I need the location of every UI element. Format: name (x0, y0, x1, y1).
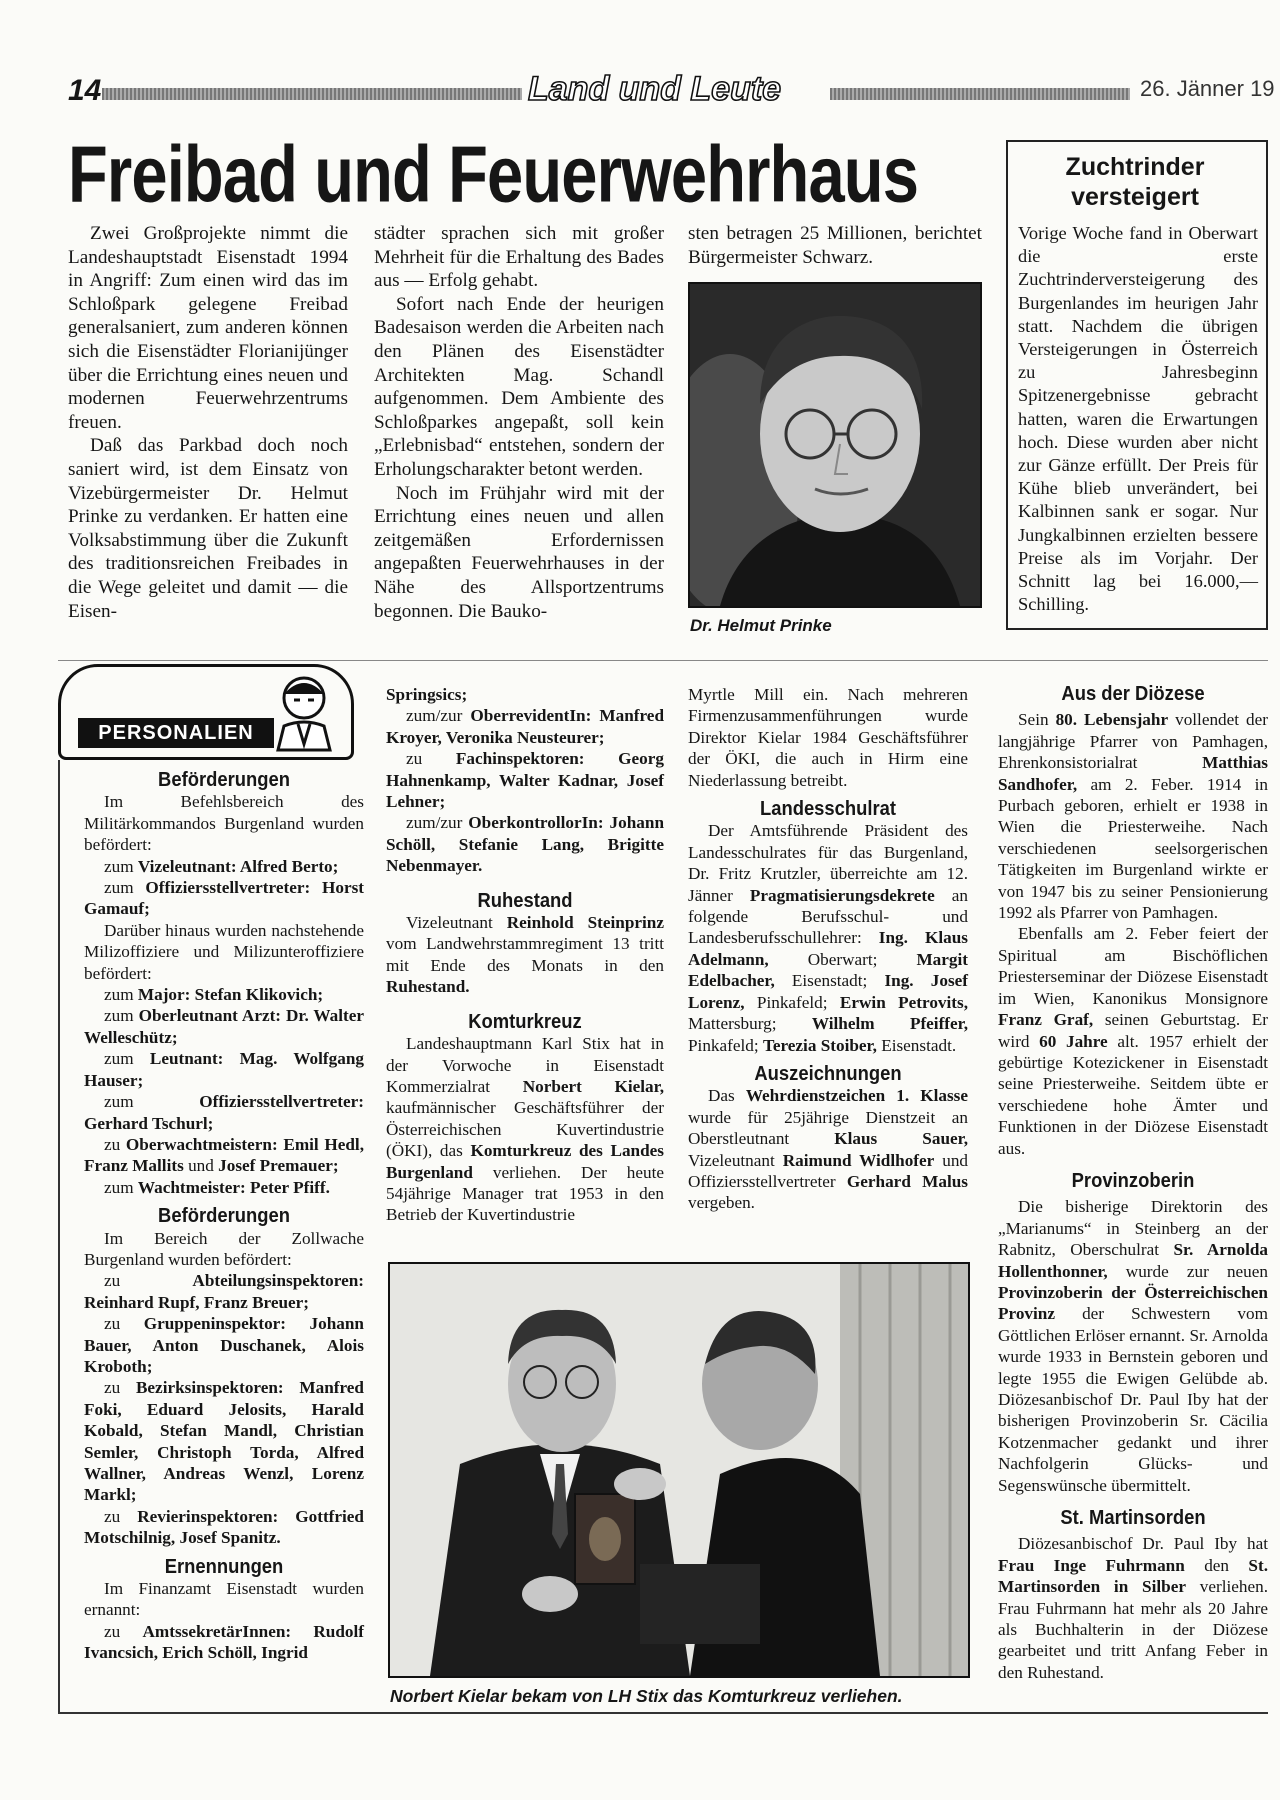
article-column-3 (688, 222, 982, 269)
section-heading: Aus der Diözese (1061, 683, 1205, 705)
section-heading: Auszeichnungen (754, 1062, 902, 1085)
header-rule-right (830, 88, 1130, 100)
paragraph: Das Wehrdienstzeichen 1. Klasse wurde für 25jährige Dienstzeit an Oberstleutnant Klaus Sauer, Vizeleutnant Raimund Widlhofer und Offiziersstellvertreter Gerhard Malus vergeben. (688, 1086, 969, 1213)
photo-caption: Dr. Helmut Prinke (690, 616, 832, 635)
section-divider (58, 660, 1268, 661)
paragraph: Landeshauptmann Karl Stix hat in der Vorwoche in Eisenstadt Kommerzialrat Norbert Kielar, kaufmännischer Geschäftsführer der Österreichischen Kuvertindustrie (ÖKI), das Komturkreuz des Landes Burgenland verliehen. Der heute 54jährige Manager trat 1953 in den Betrieb der Kuvertindustrie (386, 1034, 664, 1225)
list-item: zu Bezirksinspektoren: Manfred Foki, Eduard Jelosits, Harald Kobald, Stefan Mandl, Christian Semler, Christoph Torda, Alfred Wallner, Andreas Wenzl, Lorenz Markl; (84, 1378, 364, 1505)
section-heading: Provinzoberin (1071, 1169, 1195, 1192)
brand-logo: Land und Leute (528, 70, 782, 108)
paragraph: Diözesanbischof Dr. Paul Iby hat Frau Inge Fuhrmann den St. Martinsorden in Silber verliehen. Frau Fuhrmann hat mehr als 20 Jahre als Buchhalterin in der Diözese gearbeitet und tritt Anfang Feber in den Ruhestand. (998, 1534, 1268, 1682)
list-item: zu Revierinspektoren: Gottfried Motschilnig, Josef Spanitz. (84, 1506, 364, 1548)
section-heading: Beförderungen (158, 769, 290, 791)
paragraph: Sofort nach Ende der heurigen Badesaison werden die Arbeiten nach den Plänen des Eisenstädter Architekten Mag. Schandl aufgenommen. Dem Ambiente des Schloßparkes angepaßt, soll kein „Erlebnisbad“ entstehen, sondern der Erholungscharakter betont werden. (374, 293, 664, 480)
paragraph: Im Bereich der Zollwache Burgenland wurden befördert: (84, 1228, 364, 1269)
column-d (998, 684, 1268, 1683)
section-heading: Landesschulrat (759, 798, 896, 821)
frame-left (58, 760, 60, 1714)
section-heading: Komturkreuz (468, 1010, 582, 1033)
list-item: zum Vizeleutnant: Alfred Berto; (104, 856, 339, 876)
paragraph: Daß das Parkbad doch noch saniert wird, ist dem Einsatz von Vizebürgermeister Dr. Helmut Prinke zu verdanken. Er hatten eine Volksabstimmung über die Zukunft des traditionsreichen Freibades in die Wege geleitet und damit — die Eisen- (68, 435, 348, 622)
award-photo (388, 1262, 970, 1678)
list-item: zum Leutnant: Mag. Wolfgang Hauser; (84, 1049, 364, 1090)
column-c (688, 684, 968, 1214)
sidebar-text (1018, 222, 1258, 616)
article-column-1 (68, 222, 348, 623)
list-item: zu Fachinspektoren: Georg Hahnenkamp, Walter Kadnar, Josef Lehner; (386, 749, 664, 812)
personalien-banner: PERSONALIEN (78, 718, 274, 748)
list-item: zu Oberwachtmeistern: Emil Hedl, Franz Mallits und Josef Premauer; (84, 1134, 364, 1176)
frame-bottom (58, 1712, 1268, 1714)
paragraph: sten betragen 25 Millionen, berichtet Bürgermeister Schwarz. (688, 223, 982, 268)
paragraph: Ebenfalls am 2. Feber feiert der Spiritual am Bischöflichen Priesterseminar der Diözese Eisenstadt im Wien, Kanonikus Monsignore Franz Graf, seinen Geburtstag. Er wird 60 Jahre alt. 1957 erhielt der gebürtige Kotezickener in Eisenstadt seine Priesterweihe. Seitdem übte er verschiedene hohe Ämter und Funktionen in der Diözese Eisenstadt aus. (998, 924, 1268, 1158)
header-rule-left (102, 88, 522, 100)
person-icon (270, 672, 338, 752)
list-item: zum Offiziersstellvertreter: Gerhard Tschurl; (84, 1092, 364, 1133)
section-heading: St. Martinsorden (1060, 1507, 1206, 1530)
list-item: zum Wachtmeister: Peter Pfiff. (104, 1177, 330, 1197)
award-illustration (390, 1264, 968, 1676)
section-heading: Ruhestand (477, 889, 573, 912)
list-item: zum/zur OberkontrollorIn: Johann Schöll, Stefanie Lang, Brigitte Nebenmayer. (386, 813, 664, 876)
column-b (386, 684, 664, 1226)
paragraph: städter sprachen sich mit großer Mehrheit für die Erhaltung des Bades aus — Erfolg gehabt. (374, 223, 664, 292)
paragraph: Im Befehlsbereich des Militärkommandos Burgenland wurden befördert: (84, 792, 364, 855)
list-item: zum Offiziersstellvertreter: Horst Gamauf; (84, 878, 365, 919)
paragraph: Im Finanzamt Eisenstadt wurden ernannt: (84, 1579, 364, 1620)
list-item: zu Abteilungsinspektoren: Reinhard Rupf, Franz Breuer; (84, 1271, 364, 1312)
paragraph: Zwei Großprojekte nimmt die Landeshauptstadt Eisenstadt 1994 in Angriff: Zum einen wird das im Schloßpark gelegene Freibad generalsaniert, zum anderen können sich die Eisenstädter Florianijünger über die Errichtung eines neuen und modernen Feuerwehrzentrums freuen. (68, 223, 348, 433)
article-column-2 (374, 222, 664, 623)
paragraph: Der Amtsführende Präsident des Landesschulrates für das Burgenland, Dr. Fritz Krutzler, überreichte am 12. Jänner Pragmatisierungsdekrete an folgende Berufsschul- und Landesberufsschullehrer: Ing. Klaus Adelmann, Oberwart; Margit Edelbacher, Eisenstadt; Ing. Josef Lorenz, Pinkafeld; Erwin Petrovits, Mattersburg; Wilhelm Pfeiffer, Pinkafeld; Terezia Stoiber, Eisenstadt. (688, 821, 968, 1055)
paragraph: Darüber hinaus wurden nachstehende Milizoffiziere und Milizunteroffiziere befördert: (84, 920, 364, 983)
list-item: zum Major: Stefan Klikovich; (104, 985, 324, 1005)
paragraph: Myrtle Mill ein. Nach mehreren Firmenzusammenführungen wurde Direktor Kielar 1984 Geschäftsführer der ÖKI, die auch in Hirm eine Niederlassung betreibt. (688, 685, 968, 790)
photo-caption: Norbert Kielar bekam von LH Stix das Komturkreuz verliehen. (390, 1686, 903, 1706)
list-item: zum Oberleutnant Arzt: Dr. Walter Welleschütz; (84, 1006, 365, 1047)
paragraph: Die bisherige Direktorin des „Marianums“ in Steinberg an der Rabnitz, Oberschulrat Sr. Arnolda Hollenthonner, wurde zur neuen Provinzoberin der Österreichischen Provinz der Schwestern vom Göttlichen Erlöser ernannt. Sr. Arnolda wurde 1933 in Bernstein geboren und legte 1955 die Ewigen Gelübde ab. Diözesanbischof Dr. Paul Iby hat der bisherigen Provinzoberin Sr. Cäcilia Kotzenmacher gedankt und ihrer Nachfolgerin Glücks- und Segenswünsche übermittelt. (998, 1197, 1268, 1495)
list-item: Springsics; (386, 685, 468, 704)
list-item: zu AmtssekretärInnen: Rudolf Ivancsich, Erich Schöll, Ingrid (84, 1621, 364, 1663)
list-item: zum/zur OberrevidentIn: Manfred Kroyer, Veronika Neusteurer; (386, 706, 664, 747)
section-heading: Ernennungen (164, 1555, 284, 1578)
paragraph: Sein 80. Lebensjahr vollendet der langjährige Pfarrer von Pamhagen, Ehrenkonsistorialrat Matthias Sandhofer, am 2. Feber. 1914 in Purbach geboren, erhielt er 1938 in Wien die Priesterweihe. Nach verschiedenen seelsorgerischen Tätigkeiten im Burgenland wirkte er von 1947 bis zu seiner Pensionierung 1992 als Pfarrer von Pamhagen. (998, 710, 1268, 923)
portrait-photo (688, 282, 982, 608)
paragraph: Noch im Frühjahr wird mit der Errichtung eines neuen und allen zeitgemäßen Erfordernissen angepaßten Feuerwehrhauses in der Nähe des Allsportzentrums begonnen. Die Bauko- (374, 482, 664, 622)
section-heading: Beförderungen (158, 1205, 290, 1228)
list-item: zu Gruppeninspektor: Johann Bauer, Anton Duschanek, Alois Kroboth; (84, 1314, 364, 1376)
headline: Freibad und Feuerwehrhaus (68, 129, 919, 219)
portrait-illustration (690, 284, 980, 606)
sidebar-title: Zuchtrinder versteigert (1065, 153, 1205, 211)
issue-date: 26. Jänner 19 (1140, 76, 1275, 101)
paragraph: Vorige Woche fand in Oberwart die erste Zuchtrinderversteigerung des Burgenlandes im heurigen Jahr statt. Nachdem die übrigen Versteigerungen in Österreich zu Jahresbeginn Spitzenergebnisse gebracht hatten, waren die Erwartungen hoch. Diese wurden aber nicht zur Gänze erfüllt. Der Preis für Kühe blieb unverändert, bei Kalbinnen sank er sogar. Nur Jungkalbinnen erzielten bessere Preise als im Vorjahr. Der Schnitt lag bei 16.000,— Schilling. (1018, 223, 1258, 615)
paragraph: Vizeleutnant Reinhold Steinprinz vom Landwehrstammregiment 13 tritt mit Ende des Monats in den Ruhestand. (386, 913, 664, 997)
page-number: 14 (68, 74, 102, 107)
personalien-column (84, 770, 364, 1664)
